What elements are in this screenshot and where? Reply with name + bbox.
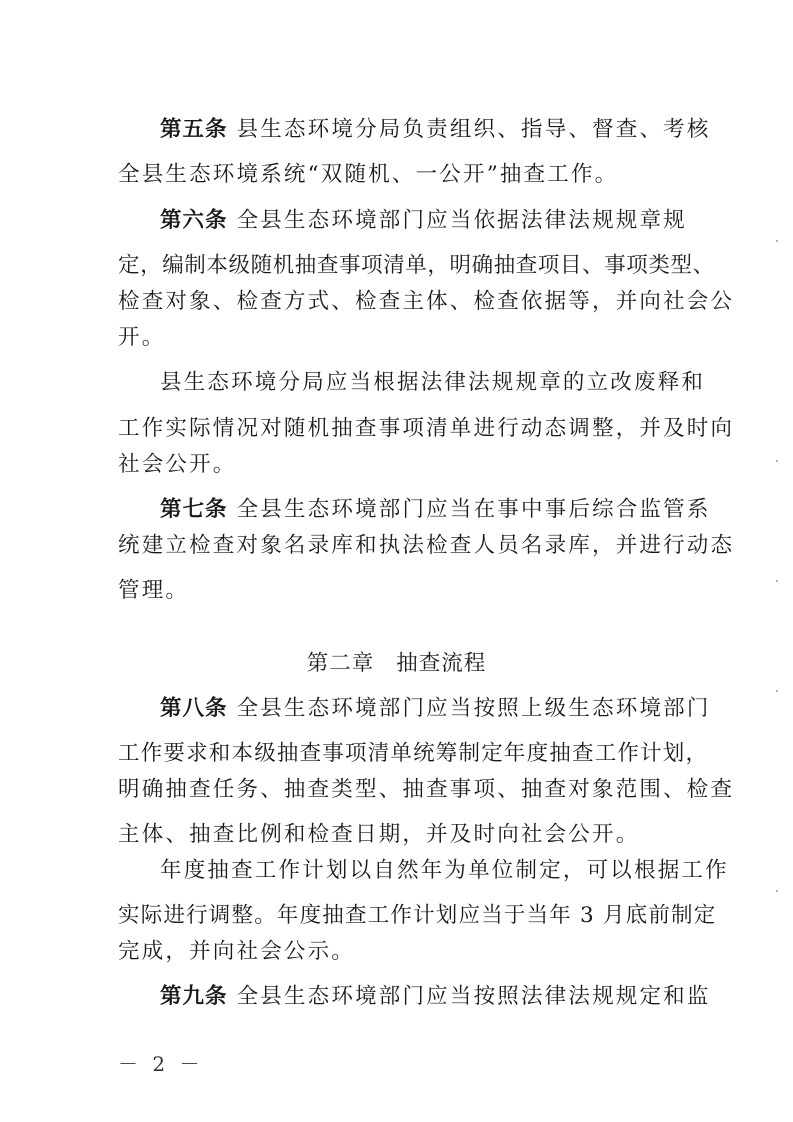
article-8-line-2: 工作要求和本级抽查事项清单统筹制定年度抽查工作计划， (118, 741, 709, 766)
article-7-line-1: 第七条 全县生态环境部门应当在事中事后综合监管系 (160, 497, 711, 522)
article-8-line-1: 第八条 全县生态环境部门应当按照上级生态环境部门 (160, 696, 711, 721)
scan-edge-mark (776, 240, 778, 242)
scan-edge-mark (776, 580, 778, 582)
chapter-title: 抽查流程 (396, 651, 487, 676)
chapter-number: 第二章 (306, 651, 375, 676)
article-6-line-2: 定，编制本级随机抽查事项清单，明确抽查项目、事项类型、 (118, 253, 715, 278)
article-9-label: 第九条 (160, 984, 228, 1009)
article-5-line-1: 第五条 县生态环境分局负责组织、指导、督查、考核 (160, 117, 711, 142)
paragraph-3-line-3: 社会公开。 (118, 452, 237, 477)
page-number: － 2 － (118, 1052, 204, 1076)
article-7-line-3: 管理。 (118, 578, 190, 603)
article-7-label: 第七条 (160, 497, 228, 522)
article-8-label: 第八条 (160, 696, 228, 721)
scan-edge-mark (776, 690, 778, 692)
article-6-line-4: 开。 (118, 325, 166, 350)
article-8-line-4: 主体、抽查比例和检查日期，并及时向社会公开。 (118, 822, 640, 847)
scan-edge-mark (776, 460, 778, 462)
article-8-line-3: 明确抽查任务、抽查类型、抽查事项、抽查对象范围、检查 (118, 777, 735, 802)
article-6-label: 第六条 (160, 208, 228, 233)
article-5-line-2: 全县生态环境系统“双随机、一公开”抽查工作。 (118, 162, 619, 187)
article-9-line-1: 第九条 全县生态环境部门应当按照法律法规规定和监 (160, 984, 711, 1009)
chapter-heading (0, 652, 793, 676)
paragraph-3-line-1: 县生态环境分局应当根据法律法规规章的立改废释和 (160, 370, 706, 395)
paragraph-6-line-2: 实际进行调整。年度抽查工作计划应当于当年 3 月底前制定 (118, 903, 717, 928)
paragraph-3-line-2: 工作实际情况对随机抽查事项清单进行动态调整，并及时向 (118, 416, 735, 441)
article-7-line-2: 统建立检查对象名录库和执法检查人员名录库，并进行动态 (118, 533, 735, 558)
article-5-label: 第五条 (160, 117, 228, 142)
article-6-line-1: 第六条 全县生态环境部门应当依据法律法规规章规 (160, 208, 687, 233)
scan-edge-mark (776, 890, 778, 892)
paragraph-6-line-3: 完成，并向社会公示。 (118, 939, 356, 964)
paragraph-6-line-1: 年度抽查工作计划以自然年为单位制定，可以根据工作 (160, 858, 729, 883)
article-6-line-3: 检查对象、检查方式、检查主体、检查依据等，并向社会公 (118, 289, 735, 314)
